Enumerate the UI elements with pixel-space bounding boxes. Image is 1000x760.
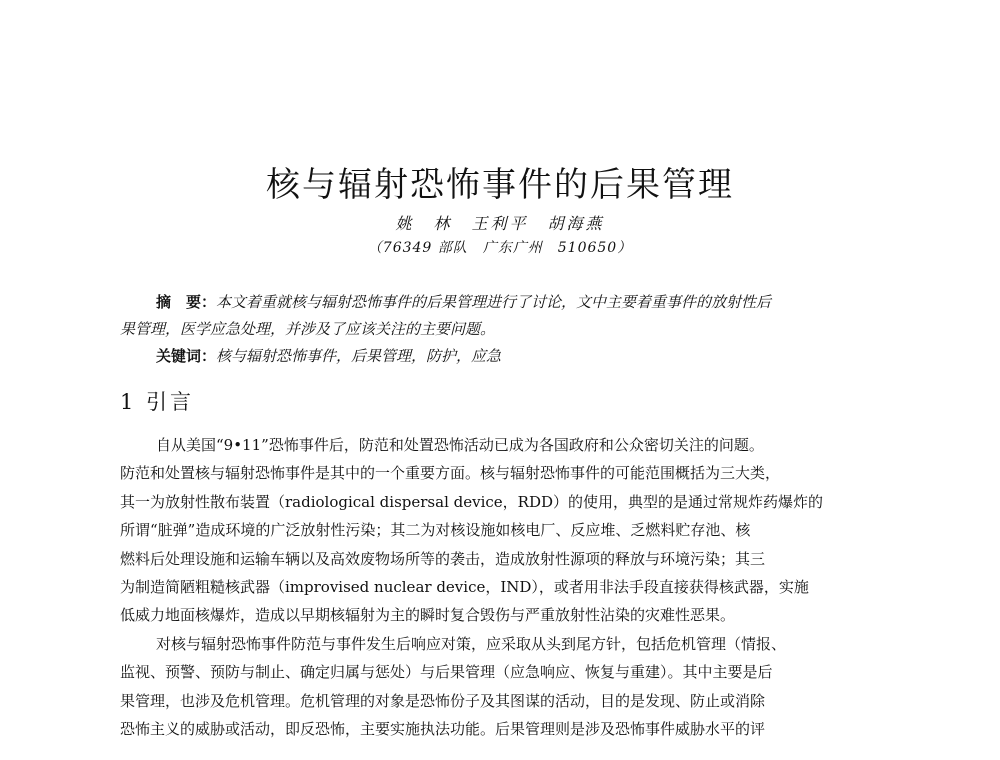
body-line: 对核与辐射恐怖事件防范与事件发生后响应对策，应采取从头到尾方针，包括危机管理（情报、 xyxy=(156,634,787,653)
author-list: 姚 林 王利平 胡海燕 xyxy=(395,214,605,233)
abstract-line-2: 果管理，医学应急处理，并涉及了应该关注的主要问题。 xyxy=(120,320,496,338)
body-text xyxy=(120,431,890,743)
abstract-label: 摘 要： xyxy=(156,293,217,311)
body-line: 燃料后处理设施和运输车辆以及高效废物场所等的袭击，造成放射性源项的释放与环境污染；其三 xyxy=(120,549,766,568)
abstract-line-1 xyxy=(120,289,890,316)
body-line: 低威力地面核爆炸，造成以早期核辐射为主的瞬时复合毁伤与严重放射性沾染的灾难性恶果。 xyxy=(120,606,736,625)
keywords-label: 关键词： xyxy=(156,347,217,365)
affiliation: （76349 部队 广东广州 510650） xyxy=(367,240,633,256)
body-line: 果管理，也涉及危机管理。危机管理的对象是恐怖份子及其图谋的活动，目的是发现、防止或消除 xyxy=(120,691,766,710)
body-line: 自从美国“9•11”恐怖事件后，防范和处置恐怖活动已成为各国政府和公众密切关注的问题。 xyxy=(156,436,764,454)
keywords-text: 核与辐射恐怖事件，后果管理，防护，应急 xyxy=(216,347,502,365)
keywords-line xyxy=(120,343,890,370)
body-line: 所谓“脏弹”造成环境的广泛放射性污染；其二为对核设施如核电厂、反应堆、乏燃料贮存池、核 xyxy=(120,521,751,540)
body-line: 为制造简陋粗糙核武器（improvised nuclear device，IND），或者用非法手段直接获得核武器，实施 xyxy=(120,578,809,597)
abstract-block xyxy=(120,289,890,370)
section-heading: 1 引言 xyxy=(120,390,195,414)
body-line: 其一为放射性散布装置（radiological dispersal device，RDD）的使用，典型的是通过常规炸药爆炸的 xyxy=(120,492,824,511)
body-line: 恐怖主义的威胁或活动，即反恐怖，主要实施执法功能。后果管理则是涉及恐怖事件威胁水平的评 xyxy=(120,720,766,739)
body-line: 监视、预警、预防与制止、确定归属与惩处）与后果管理（应急响应、恢复与重建）。其中主要是后 xyxy=(120,663,773,682)
paper-title: 核与辐射恐怖事件的后果管理 xyxy=(266,165,734,205)
body-line: 防范和处置核与辐射恐怖事件是其中的一个重要方面。核与辐射恐怖事件的可能范围概括为三大类， xyxy=(120,464,781,483)
abstract-text-1: 本文着重就核与辐射恐怖事件的后果管理进行了讨论，文中主要着重事件的放射性后 xyxy=(216,293,772,311)
